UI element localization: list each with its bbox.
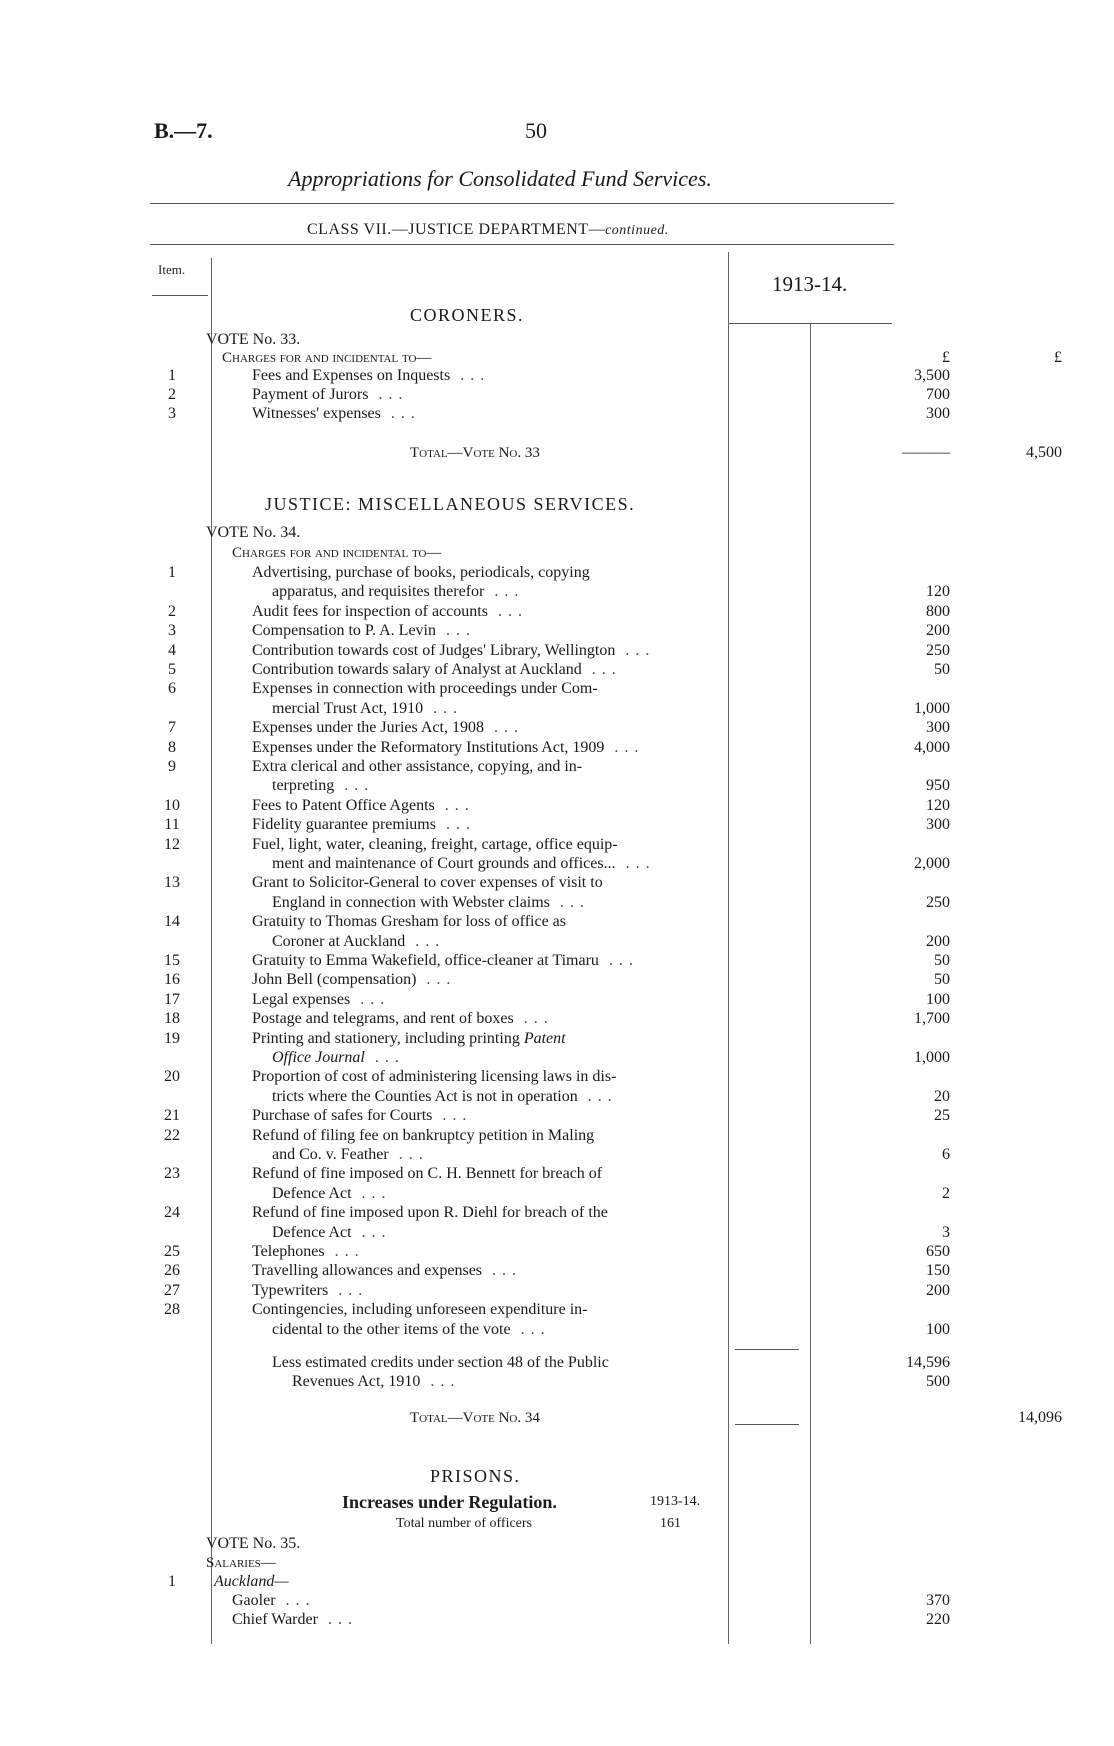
text-fragment: Gratuity to Thomas Gresham for loss of office as: [252, 913, 567, 931]
line-text: [252, 835, 618, 855]
line-text: [272, 1145, 429, 1165]
text-fragment: tricts where the Counties Act is not in operation: [272, 1087, 578, 1105]
coroners-total: [150, 443, 1080, 463]
line-text: [252, 873, 603, 893]
line-text: [272, 1048, 405, 1068]
item-amount: 2,000: [914, 855, 950, 872]
leader-dots: ...: [436, 622, 476, 640]
prisons-item: [150, 1591, 1080, 1611]
leader-dots: ...: [388, 1146, 429, 1163]
vote-number: VOTE No. 33.: [206, 331, 301, 348]
salaries-label: [150, 1553, 1080, 1573]
leader-dots: ...: [513, 1010, 554, 1028]
charges-label: Charges for and incidental to—: [232, 545, 442, 561]
item-amount: 950: [926, 777, 950, 795]
subtotal-amount: 14,596: [906, 1354, 950, 1371]
leader-dots: ...: [484, 583, 525, 601]
line-text: [232, 1610, 358, 1630]
item-number: 2: [168, 386, 176, 403]
leader-dots: ...: [351, 1184, 392, 1202]
text-fragment: Printing and stationery, including printing: [252, 1029, 520, 1047]
text-fragment: Advertising, purchase of books, periodicals, copying: [252, 564, 590, 581]
coroners-item: [150, 385, 1080, 405]
text-fragment: Contribution towards salary of Analyst at Auckland: [252, 661, 582, 678]
justice-item-line: [150, 932, 1080, 952]
text-fragment: Travelling allowances and expenses: [252, 1262, 483, 1280]
item-number: 4: [168, 641, 176, 659]
item-number: 26: [164, 1262, 180, 1280]
coroners-heading: [150, 305, 1080, 325]
item-number: 11: [164, 816, 180, 834]
year-column-header: 1913-14.: [772, 272, 848, 296]
text-fragment: Expenses under the Reformatory Institutions Act, 1909: [252, 738, 605, 756]
leader-dots: ...: [450, 367, 491, 384]
justice-item-line: [150, 796, 1080, 816]
justice-item-line: [150, 1145, 1080, 1165]
item-number: 17: [164, 990, 180, 1008]
officers-label: Total number of officers: [396, 1516, 532, 1531]
item-amount: 1,000: [914, 699, 950, 717]
justice-item-line: [150, 679, 1080, 699]
item-number: 22: [164, 1126, 180, 1144]
item-number: 7: [168, 719, 176, 737]
leader-dots: ...: [510, 1320, 551, 1338]
line-text: [232, 1591, 316, 1611]
prisons-vote: [150, 1534, 1080, 1554]
item-number: 10: [164, 796, 180, 814]
line-text: [272, 1353, 609, 1373]
coroners-vote: [150, 330, 1080, 350]
line-text: [252, 990, 390, 1010]
item-amount: 3,500: [914, 367, 950, 384]
total-label: Total—Vote No. 33: [410, 445, 540, 461]
document-reference: B.—7.: [154, 118, 213, 143]
justice-item-line: [150, 1300, 1080, 1320]
line-text: [252, 1164, 602, 1184]
item-amount: 50: [934, 952, 950, 969]
leader-dots: ...: [549, 893, 590, 911]
justice-total: [150, 1408, 1080, 1428]
item-number: 14: [164, 913, 180, 931]
text-fragment: Grant to Solicitor-General to cover expenses of visit to: [252, 874, 603, 892]
item-amount: 200: [926, 622, 950, 640]
line-text: [272, 776, 374, 796]
justice-item-line: [150, 835, 1080, 855]
text-fragment: Fuel, light, water, cleaning, freight, cartage, office equip-: [252, 835, 618, 853]
item-amount: 300: [926, 719, 950, 737]
text-fragment: apparatus, and requisites therefor: [272, 583, 485, 601]
item-amount: 650: [926, 1243, 950, 1260]
justice-item-line: [150, 873, 1080, 893]
line-text: [252, 404, 421, 424]
class-heading: [307, 221, 669, 239]
text-fragment: mercial Trust Act, 1910: [272, 699, 424, 717]
line-text: [252, 757, 582, 777]
section-title: CORONERS.: [410, 305, 525, 325]
justice-item-line: [150, 893, 1080, 913]
text-fragment: Purchase of safes for Courts: [252, 1107, 433, 1125]
text-fragment: Legal expenses: [252, 990, 351, 1008]
officers-year: 1913-14.: [650, 1494, 701, 1509]
leader-dots: ...: [380, 405, 421, 422]
line-text: [252, 660, 622, 680]
item-number: 3: [168, 622, 176, 640]
leader-dots: ...: [615, 641, 656, 659]
item-amount: 2: [942, 1184, 950, 1202]
section-title: JUSTICE: MISCELLANEOUS SERVICES.: [265, 494, 636, 514]
item-amount: 100: [926, 990, 950, 1008]
justice-item-line: [150, 621, 1080, 641]
line-text: [252, 621, 476, 641]
class-rule: [150, 244, 894, 245]
item-number: 1: [168, 1573, 176, 1590]
item-amount: 250: [926, 641, 950, 659]
item-amount: 250: [926, 893, 950, 911]
item-number: 19: [164, 1029, 180, 1047]
leader-dots: ...: [482, 1262, 523, 1280]
leader-dots: ...: [350, 990, 391, 1008]
line-text: [252, 1029, 566, 1049]
leader-dots: ...: [317, 1611, 358, 1628]
item-amount: 20: [934, 1087, 950, 1105]
leader-dots: ...: [423, 699, 464, 717]
line-text: [252, 970, 456, 990]
leader-dots: ...: [405, 932, 446, 950]
text-fragment: John Bell (compensation): [252, 971, 417, 989]
item-number: 8: [168, 738, 176, 756]
justice-item-line: [150, 738, 1080, 758]
item-amount: 3: [942, 1223, 950, 1241]
text-fragment: Telephones: [252, 1243, 325, 1260]
region: [214, 1572, 289, 1592]
item-number: 15: [164, 952, 180, 969]
item-amount: 120: [926, 583, 950, 601]
leader-dots: ...: [434, 796, 475, 814]
item-amount: 120: [926, 796, 950, 814]
vote-number: VOTE No. 34.: [206, 524, 301, 541]
leader-dots: ...: [351, 1223, 392, 1241]
justice-item-line: [150, 1184, 1080, 1204]
text-fragment: Payment of Jurors: [252, 386, 369, 403]
text-fragment: Refund of filing fee on bankruptcy petition in Maling: [252, 1126, 595, 1144]
leader-dots: ...: [615, 855, 656, 872]
justice-item-line: [150, 641, 1080, 661]
item-amount: 4,000: [914, 738, 950, 756]
vote-total: 4,500: [1026, 444, 1062, 461]
item-number: 2: [168, 602, 176, 620]
justice-item-line: [150, 1261, 1080, 1281]
italic-text: Office Journal: [272, 1049, 365, 1066]
justice-item-line: [150, 563, 1080, 583]
coroners-item: [150, 366, 1080, 386]
leader-dots: ...: [334, 777, 375, 795]
text-fragment: Chief Warder: [232, 1611, 318, 1628]
justice-item-line: [150, 1106, 1080, 1126]
section-title: PRISONS.: [430, 1466, 521, 1486]
leader-dots: ...: [420, 1373, 461, 1390]
justice-item-line: [150, 1223, 1080, 1243]
class-heading-main: CLASS VII.—JUSTICE DEPARTMENT—: [307, 221, 606, 238]
line-text: [252, 1009, 554, 1029]
justice-charges: [150, 543, 1080, 563]
item-amount: 370: [926, 1592, 950, 1609]
text-fragment: Extra clerical and other assistance, copying, and in-: [252, 758, 583, 775]
text-fragment: Typewriters: [252, 1281, 329, 1299]
region-label: [150, 1572, 1080, 1592]
text-fragment: Gaoler: [232, 1592, 276, 1609]
line-text: [252, 815, 476, 835]
justice-item-line: [150, 1048, 1080, 1068]
item-amount: 200: [926, 932, 950, 950]
item-amount: 1,700: [914, 1010, 950, 1028]
coroners-item: [150, 404, 1080, 424]
leader-dots: ...: [487, 602, 528, 620]
justice-item-line: [150, 776, 1080, 796]
line-text: [252, 679, 598, 699]
text-fragment: Defence Act: [272, 1184, 352, 1202]
justice-item-line: [150, 660, 1080, 680]
item-number: 5: [168, 661, 176, 678]
justice-item-line: [150, 1126, 1080, 1146]
justice-heading: [150, 494, 1080, 514]
text-fragment: Refund of fine imposed on C. H. Bennett for breach of: [252, 1165, 603, 1183]
item-amount: 6: [942, 1146, 950, 1163]
text-fragment: Revenues Act, 1910: [292, 1373, 421, 1390]
leader-dots: ...: [275, 1592, 316, 1609]
item-amount: 200: [926, 1281, 950, 1299]
item-column-header: Item.: [158, 262, 186, 277]
line-text: [272, 1184, 392, 1204]
vote-total: 14,096: [1018, 1409, 1062, 1426]
line-text: [252, 718, 524, 738]
officers-count: 161: [660, 1516, 681, 1531]
justice-item-line: [150, 1087, 1080, 1107]
total-rule: [735, 1424, 799, 1425]
line-text: [272, 1087, 618, 1107]
total-rule: ———: [902, 444, 950, 461]
line-text: [252, 951, 639, 971]
item-number: 9: [168, 758, 176, 775]
leader-dots: ...: [435, 816, 476, 834]
item-number: 12: [164, 835, 180, 853]
credits-line-1: [150, 1353, 1080, 1373]
title-rule: [150, 203, 894, 204]
justice-item-line: [150, 699, 1080, 719]
currency-total-col: £: [1054, 349, 1062, 366]
justice-item-line: [150, 1320, 1080, 1340]
text-fragment: ment and maintenance of Court grounds and offices...: [272, 855, 616, 872]
item-number: 1: [168, 367, 176, 384]
justice-item-line: [150, 1164, 1080, 1184]
item-number: 6: [168, 680, 176, 698]
page-number: 50: [525, 118, 547, 143]
item-number: 24: [164, 1204, 180, 1222]
page-title: Appropriations for Consolidated Fund Services.: [288, 166, 712, 191]
leader-dots: ...: [577, 1087, 618, 1105]
text-fragment: cidental to the other items of the vote: [272, 1320, 511, 1338]
italic-text: Patent: [519, 1029, 566, 1047]
justice-item-line: [150, 1009, 1080, 1029]
officers-row: [150, 1514, 1080, 1534]
item-number: 16: [164, 971, 180, 989]
item-amount: 100: [926, 1320, 950, 1338]
item-number: 18: [164, 1010, 180, 1028]
text-fragment: Refund of fine imposed upon R. Diehl for breach of the: [252, 1204, 608, 1222]
justice-item-line: [150, 1203, 1080, 1223]
leader-dots: ...: [483, 719, 524, 737]
item-number: 13: [164, 874, 180, 892]
leader-dots: ...: [598, 952, 639, 969]
item-number: 23: [164, 1165, 180, 1183]
text-fragment: Compensation to P. A. Levin: [252, 622, 436, 640]
increases-heading: [150, 1492, 1080, 1512]
coroners-charges: [150, 348, 1080, 368]
text-fragment: Coroner at Auckland: [272, 932, 406, 950]
text-fragment: Expenses in connection with proceedings under Com-: [252, 680, 598, 698]
text-fragment: Witnesses' expenses: [252, 405, 381, 422]
leader-dots: ...: [324, 1243, 365, 1260]
text-fragment: Contribution towards cost of Judges' Library, Wellington: [252, 641, 616, 659]
item-amount: 25: [934, 1107, 950, 1125]
leader-dots: ...: [432, 1107, 473, 1125]
text-fragment: Proportion of cost of administering licensing laws in dis-: [252, 1068, 617, 1086]
line-text: [272, 1320, 551, 1340]
line-text: [252, 366, 490, 386]
line-text: [252, 1242, 365, 1262]
item-header-rule: [152, 295, 208, 296]
line-text: [272, 699, 463, 719]
leader-dots: ...: [581, 661, 622, 678]
justice-item-line: [150, 990, 1080, 1010]
justice-item-line: [150, 815, 1080, 835]
justice-item-line: [150, 757, 1080, 777]
line-text: [252, 1203, 608, 1223]
text-fragment: Postage and telegrams, and rent of boxes: [252, 1010, 514, 1028]
text-fragment: Less estimated credits under section 48 of the Public: [272, 1354, 609, 1371]
justice-item-line: [150, 1242, 1080, 1262]
charges-label: Charges for and incidental to—: [222, 350, 432, 366]
line-text: [252, 1261, 522, 1281]
text-fragment: England in connection with Webster claims: [272, 893, 550, 911]
line-text: [252, 1106, 472, 1126]
justice-item-line: [150, 582, 1080, 602]
item-amount: 700: [926, 386, 950, 403]
line-text: [252, 1067, 616, 1087]
line-text: [252, 641, 655, 661]
credits-amount: 500: [926, 1373, 950, 1390]
justice-item-line: [150, 912, 1080, 932]
subtotal-rule: [735, 1349, 799, 1350]
line-text: [252, 602, 528, 622]
line-text: [252, 1300, 587, 1320]
item-amount: 50: [934, 661, 950, 678]
text-fragment: Gratuity to Emma Wakefield, office-cleaner at Timaru: [252, 952, 599, 969]
justice-item-line: [150, 602, 1080, 622]
item-number: 28: [164, 1301, 180, 1319]
line-text: [272, 1223, 392, 1243]
justice-item-line: [150, 951, 1080, 971]
line-text: [292, 1372, 460, 1392]
leader-dots: ...: [416, 971, 457, 989]
total-label: Total—Vote No. 34: [410, 1410, 540, 1426]
item-number: 21: [164, 1107, 180, 1125]
text-fragment: and Co. v. Feather: [272, 1146, 389, 1163]
vote-number: VOTE No. 35.: [206, 1535, 301, 1552]
prisons-item: [150, 1610, 1080, 1630]
justice-item-line: [150, 854, 1080, 874]
salaries: Salaries—: [206, 1555, 276, 1571]
justice-item-line: [150, 1029, 1080, 1049]
leader-dots: ...: [368, 386, 409, 403]
item-amount: 150: [926, 1262, 950, 1280]
credits-line-2: [150, 1372, 1080, 1392]
text-fragment: terpreting: [272, 777, 335, 795]
prisons-heading: [150, 1466, 1080, 1486]
justice-item-line: [150, 1067, 1080, 1087]
item-amount: 1,000: [914, 1049, 950, 1066]
line-text: [272, 893, 590, 913]
leader-dots: ...: [328, 1281, 369, 1299]
line-text: [252, 1126, 594, 1146]
text-fragment: Defence Act: [272, 1223, 352, 1241]
italic-text: Auckland—: [214, 1573, 289, 1590]
item-number: 27: [164, 1281, 180, 1299]
text-fragment: Fidelity guarantee premiums: [252, 816, 436, 834]
justice-item-line: [150, 718, 1080, 738]
item-number: 3: [168, 405, 176, 422]
line-text: [272, 854, 656, 874]
text-fragment: Contingencies, including unforeseen expenditure in-: [252, 1301, 588, 1319]
justice-vote: [150, 523, 1080, 543]
line-text: [252, 385, 408, 405]
line-text: [252, 738, 644, 758]
item-amount: 300: [926, 405, 950, 422]
text-fragment: Expenses under the Juries Act, 1908: [252, 719, 484, 737]
justice-item-line: [150, 1281, 1080, 1301]
item-amount: 300: [926, 816, 950, 834]
justice-item-line: [150, 970, 1080, 990]
line-text: [252, 796, 475, 816]
leader-dots: ...: [364, 1049, 405, 1066]
text-fragment: Fees to Patent Office Agents: [252, 796, 435, 814]
line-text: [272, 582, 524, 602]
text-fragment: Audit fees for inspection of accounts: [252, 602, 488, 620]
item-number: 20: [164, 1068, 180, 1086]
text-fragment: Fees and Expenses on Inquests: [252, 367, 451, 384]
item-amount: 800: [926, 602, 950, 620]
currency-amount-col: £: [942, 349, 950, 366]
increases-title: Increases under Regulation.: [342, 1492, 557, 1512]
line-text: [252, 912, 566, 932]
item-number: 25: [164, 1243, 180, 1260]
item-amount: 220: [926, 1611, 950, 1628]
item-amount: 50: [934, 971, 950, 989]
line-text: [252, 563, 590, 583]
line-text: [272, 932, 445, 952]
item-number: 1: [168, 564, 176, 581]
class-heading-continued: continued.: [605, 223, 669, 238]
line-text: [252, 1281, 368, 1301]
leader-dots: ...: [604, 738, 645, 756]
